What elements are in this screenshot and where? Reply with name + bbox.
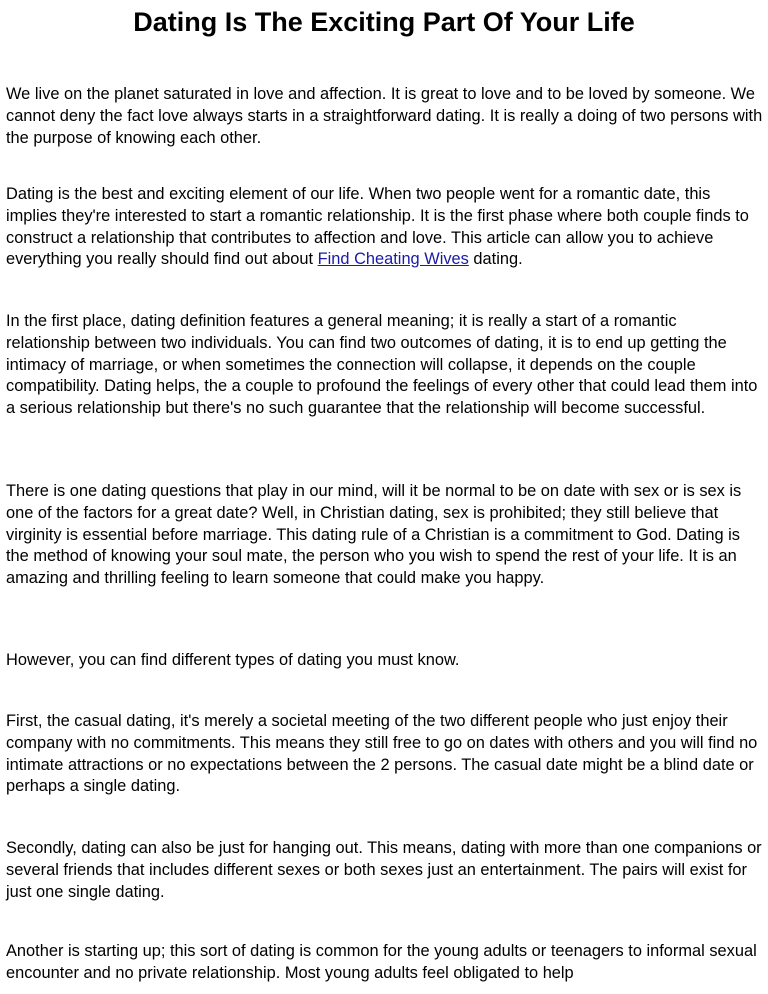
paragraph-definition: In the first place, dating definition features a general meaning; it is really a start of a romantic relationship between two individuals. You can find two outcomes of dating, it is to end up getting the intimacy of marriage, or when sometimes the connection will collapse, it depends on the couple compatibility. Dating helps, the a couple to profound the feelings of every other that could lead them into a serious relationship but there's no such guarantee that the relationship will become successful.	[6, 312, 758, 418]
paragraph-types-intro: However, you can find different types of dating you must know.	[6, 651, 460, 669]
paragraph-text-after-link: dating.	[468, 250, 523, 269]
paragraph-hanging-out: Secondly, dating can also be just for hanging out. This means, dating with more than one companions or several friends that includes different sexes or both sexes just an entertainment. The pairs will exist for just one single dating.	[6, 839, 762, 901]
find-cheating-wives-link[interactable]: Find Cheating Wives	[317, 250, 469, 269]
paragraph-text-before-link: Dating is the best and exciting element of our life. When two people went for a romantic date, this implies they're interested to start a romantic relationship. It is the first phase where both couple finds to construct a relationship that contributes to affection and love. This article can allow you to achieve everything you really should find out about	[6, 185, 749, 269]
paragraph-casual-dating: First, the casual dating, it's merely a societal meeting of the two different people who just enjoy their company with no commitments. This means they still free to go on dates with others and you will find no intimate attractions or no expectations between the 2 persons. The casual date might be a blind date or perhaps a single dating.	[6, 712, 758, 796]
paragraph-questions: There is one dating questions that play in our mind, will it be normal to be on date with sex or is sex is one of the factors for a great date? Well, in Christian dating, sex is prohibited; they still believe that virginity is essential before marriage. This dating rule of a Christian is a commitment to God. Dating is the method of knowing your soul mate, the person who you wish to spend the rest of your life. It is an amazing and thrilling feeling to learn someone that could make you happy.	[6, 482, 742, 588]
paragraph-starting-up: Another is starting up; this sort of dating is common for the young adults or teenagers to informal sexual encounter and no private relationship. Most young adults feel obligated to help	[6, 942, 757, 982]
page-title: Dating Is The Exciting Part Of Your Life	[133, 7, 635, 37]
paragraph-intro: We live on the planet saturated in love and affection. It is great to love and to be loved by someone. We cannot deny the fact love always starts in a straightforward dating. It is really a doing of two persons with the purpose of knowing each other.	[6, 85, 763, 147]
paragraph-dating-best	[6, 184, 764, 271]
